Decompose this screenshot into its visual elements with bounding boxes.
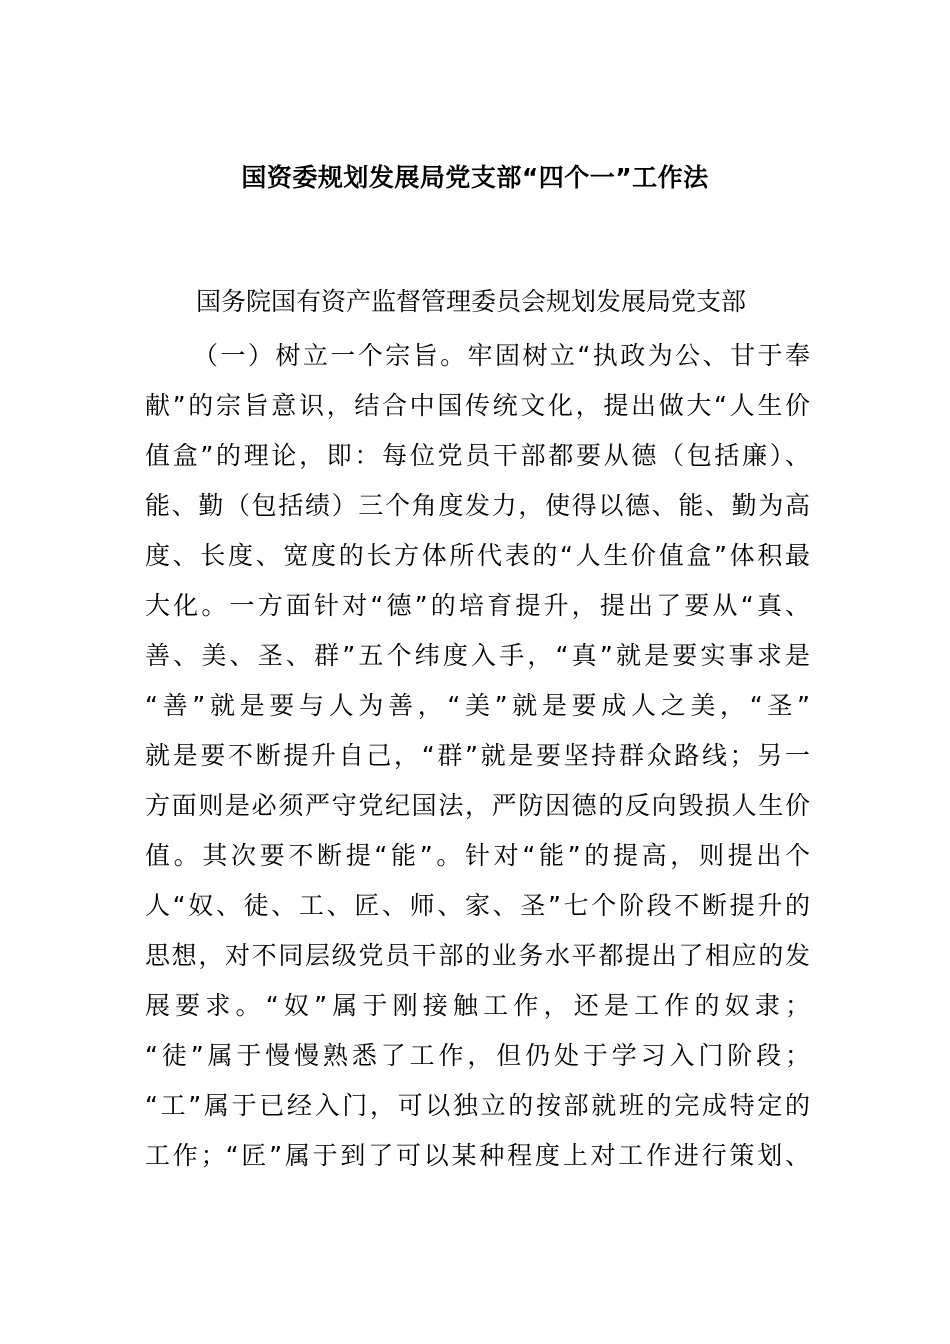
document-author: 国务院国有资产监督管理委员会规划发展局党支部	[196, 287, 747, 316]
document-title: 国资委规划发展局党支部“四个一”工作法	[241, 163, 709, 192]
body-line: 工作；“匠”属于到了可以某种程度上对工作进行策划、	[145, 1141, 810, 1170]
body-line: “工”属于已经入门，可以独立的按部就班的完成特定的	[145, 1091, 810, 1120]
body-line: 展要求。“奴”属于刚接触工作，还是工作的奴隶；	[145, 991, 810, 1020]
body-line: 献”的宗旨意识，结合中国传统文化，提出做大“人生价	[145, 391, 810, 420]
body-line: 大化。一方面针对“德”的培育提升，提出了要从“真、	[145, 591, 810, 620]
body-line: （一）树立一个宗旨。牢固树立“执政为公、甘于奉	[193, 341, 810, 370]
body-line: 就是要不断提升自己，“群”就是要坚持群众路线；另一	[145, 741, 810, 770]
body-line: 值盒”的理论，即：每位党员干部都要从德（包括廉）、	[145, 441, 810, 470]
body-line: 善、美、圣、群”五个纬度入手，“真”就是要实事求是	[145, 641, 810, 670]
body-line: “善”就是要与人为善，“美”就是要成人之美，“圣”	[145, 691, 810, 720]
body-line: 度、长度、宽度的长方体所代表的“人生价值盒”体积最	[145, 541, 810, 570]
body-line: 思想，对不同层级党员干部的业务水平都提出了相应的发	[145, 941, 810, 970]
body-line: “徒”属于慢慢熟悉了工作，但仍处于学习入门阶段；	[145, 1041, 810, 1070]
body-text	[145, 331, 810, 1181]
body-line: 方面则是必须严守党纪国法，严防因德的反向毁损人生价	[145, 791, 810, 820]
body-line: 能、勤（包括绩）三个角度发力，使得以德、能、勤为高	[145, 491, 810, 520]
body-line: 人“奴、徒、工、匠、师、家、圣”七个阶段不断提升的	[145, 891, 810, 920]
body-line: 值。其次要不断提“能”。针对“能”的提高，则提出个	[145, 841, 810, 870]
